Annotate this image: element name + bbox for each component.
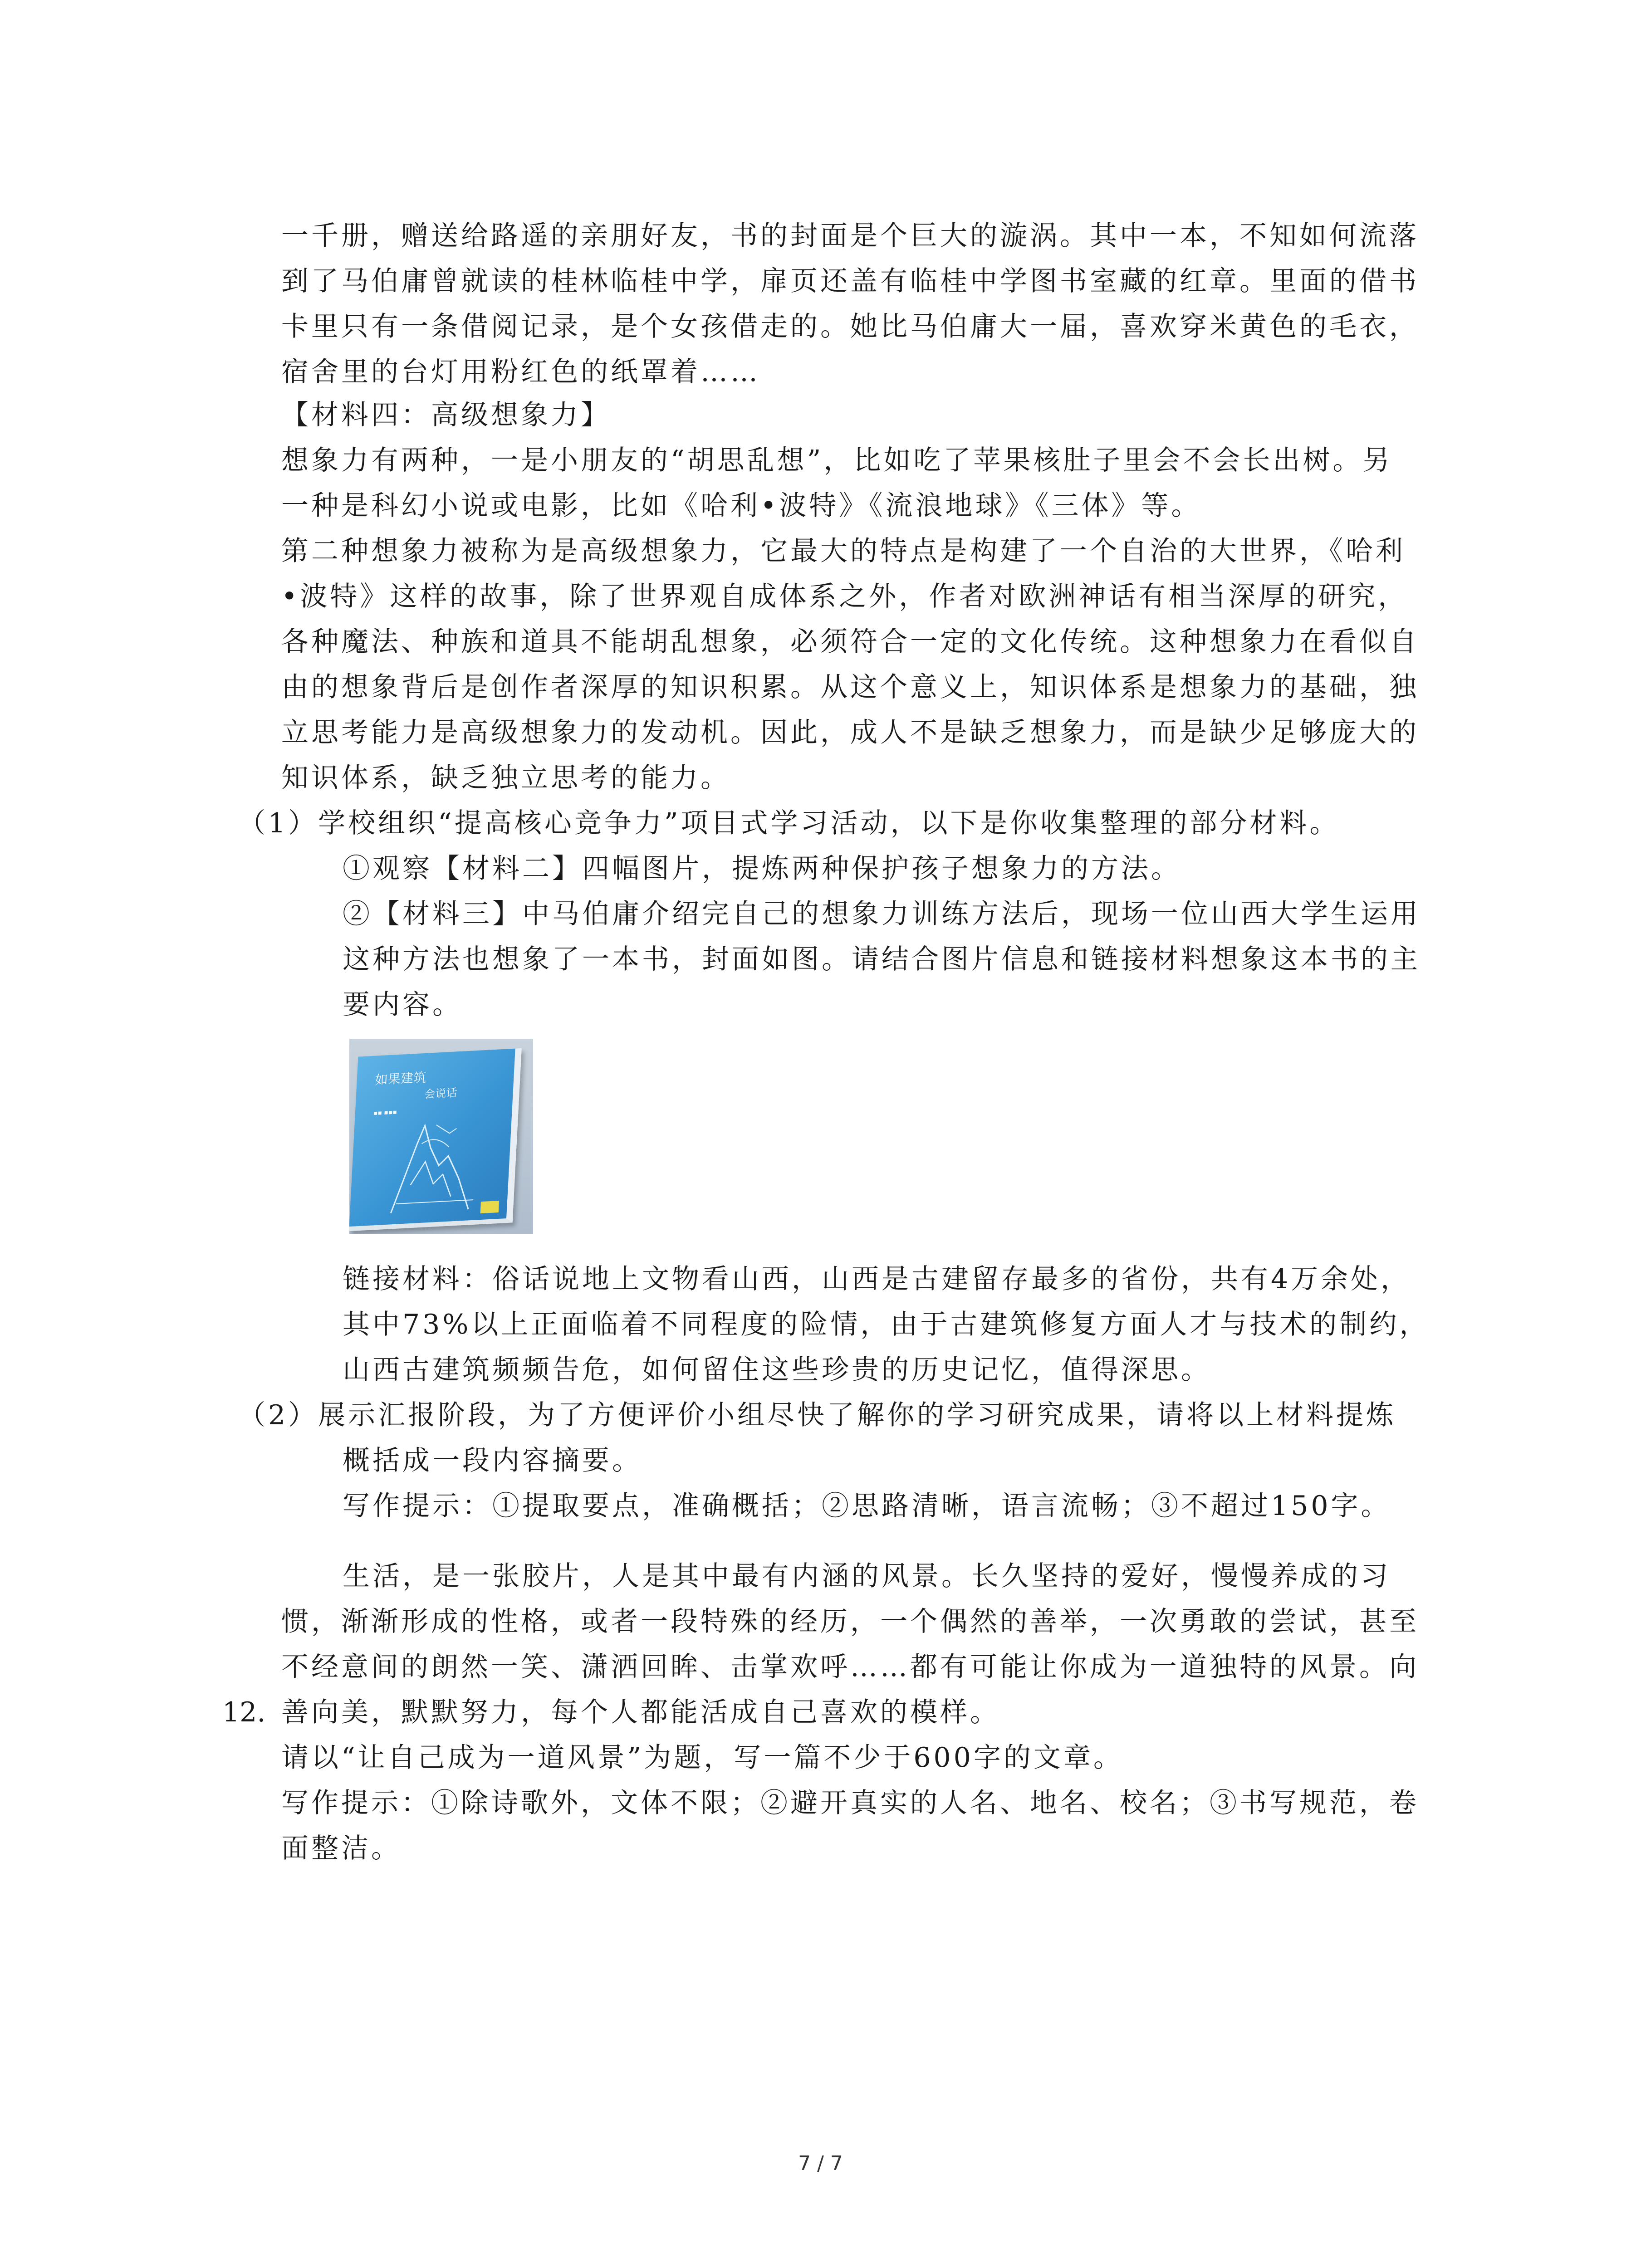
text-line: 这种方法也想象了一本书，封面如图。请结合图片信息和链接材料想象这本书的主 (343, 943, 1421, 975)
section-heading: 【材料四：高级想象力】 (281, 399, 611, 431)
sketch-illustration-icon (377, 1113, 492, 1218)
subquestion-1: （1）学校组织“提高核心竞争力”项目式学习活动，以下是你收集整理的部分材料。 (238, 807, 1340, 839)
book-tag (480, 1201, 500, 1213)
book-title-line1: 如果建筑 (374, 1070, 427, 1088)
text-line: 第二种想象力被称为是高级想象力，它最大的特点是构建了一个自治的大世界，《哈利 (281, 535, 1406, 567)
text-line: 要内容。 (343, 989, 462, 1021)
text-line: 其中73%以上正面临着不同程度的险情，由于古建筑修复方面人才与技术的制约， (343, 1309, 1430, 1340)
text-line: 山西古建筑频频告危，如何留住这些珍贵的历史记忆，值得深思。 (343, 1354, 1211, 1386)
book-cover-image (349, 1039, 533, 1234)
text-line: 面整洁。 (281, 1833, 401, 1864)
text-line: 由的想象背后是创作者深厚的知识积累。从这个意义上，知识体系是想象力的基础，独 (281, 671, 1419, 703)
page-number: 7 / 7 (798, 2152, 843, 2175)
question-number: 12. (222, 1696, 266, 1728)
book-author-mark: ▪▪ ▪▪▪ (373, 1108, 397, 1117)
text-line: 到了马伯庸曾就读的桂林临桂中学，扉页还盖有临桂中学图书室藏的红章。里面的借书 (281, 265, 1419, 297)
text-line: 善向美，默默努力，每个人都能活成自己喜欢的模样。 (281, 1696, 1000, 1728)
essay-title-instruction: 请以“让自己成为一道风景”为题，写一篇不少于600字的文章。 (281, 1742, 1123, 1774)
writing-tip: 写作提示：①提取要点，准确概括；②思路清晰，语言流畅；③不超过150字。 (343, 1490, 1391, 1522)
text-line: 知识体系，缺乏独立思考的能力。 (281, 762, 730, 794)
text-line: 惯，渐渐形成的性格，或者一段特殊的经历，一个偶然的善举，一次勇敢的尝试，甚至 (281, 1606, 1419, 1637)
link-material: 链接材料：俗话说地上文物看山西，山西是古建留存最多的省份，共有4万余处， (343, 1263, 1411, 1295)
text-line: 卡里只有一条借阅记录，是个女孩借走的。她比马伯庸大一届，喜欢穿米黄色的毛衣， (281, 311, 1419, 342)
text-line: •波特》这样的故事，除了世界观自成体系之外，作者对欧洲神话有相当深厚的研究， (281, 581, 1408, 612)
book-title-line2: 会说话 (424, 1086, 458, 1101)
text-line: 一种是科幻小说或电影，比如《哈利•波特》《流浪地球》《三体》等。 (281, 490, 1201, 522)
text-line: 概括成一段内容摘要。 (343, 1445, 642, 1476)
subquestion-2: （2）展示汇报阶段，为了方便评价小组尽快了解你的学习研究成果，请将以上材料提炼 (238, 1399, 1396, 1431)
text-line: 一千册，赠送给路遥的亲朋好友，书的封面是个巨大的漩涡。其中一本，不知如何流落 (281, 220, 1419, 252)
text-line: 不经意间的朗然一笑、潇洒回眸、击掌欢呼……都有可能让你成为一道独特的风景。向 (281, 1651, 1419, 1683)
subquestion-1-item-1: ①观察【材料二】四幅图片，提炼两种保护孩子想象力的方法。 (343, 853, 1181, 885)
book (349, 1048, 522, 1231)
essay-prompt-paragraph: 生活，是一张胶片，人是其中最有内涵的风景。长久坚持的爱好，慢慢养成的习 (343, 1560, 1391, 1592)
text-line: 宿舍里的台灯用粉红色的纸罩着…… (281, 356, 760, 388)
text-line: 各种魔法、种族和道具不能胡乱想象，必须符合一定的文化传统。这种想象力在看似自 (281, 626, 1419, 658)
essay-writing-tip: 写作提示：①除诗歌外，文体不限；②避开真实的人名、地名、校名；③书写规范，卷 (281, 1787, 1419, 1819)
text-line: 想象力有两种，一是小朋友的“胡思乱想”，比如吃了苹果核肚子里会不会长出树。另 (281, 445, 1393, 476)
text-line: 立思考能力是高级想象力的发动机。因此，成人不是缺乏想象力，而是缺少足够庞大的 (281, 717, 1419, 748)
subquestion-1-item-2: ②【材料三】中马伯庸介绍完自己的想象力训练方法后，现场一位山西大学生运用 (343, 898, 1421, 930)
